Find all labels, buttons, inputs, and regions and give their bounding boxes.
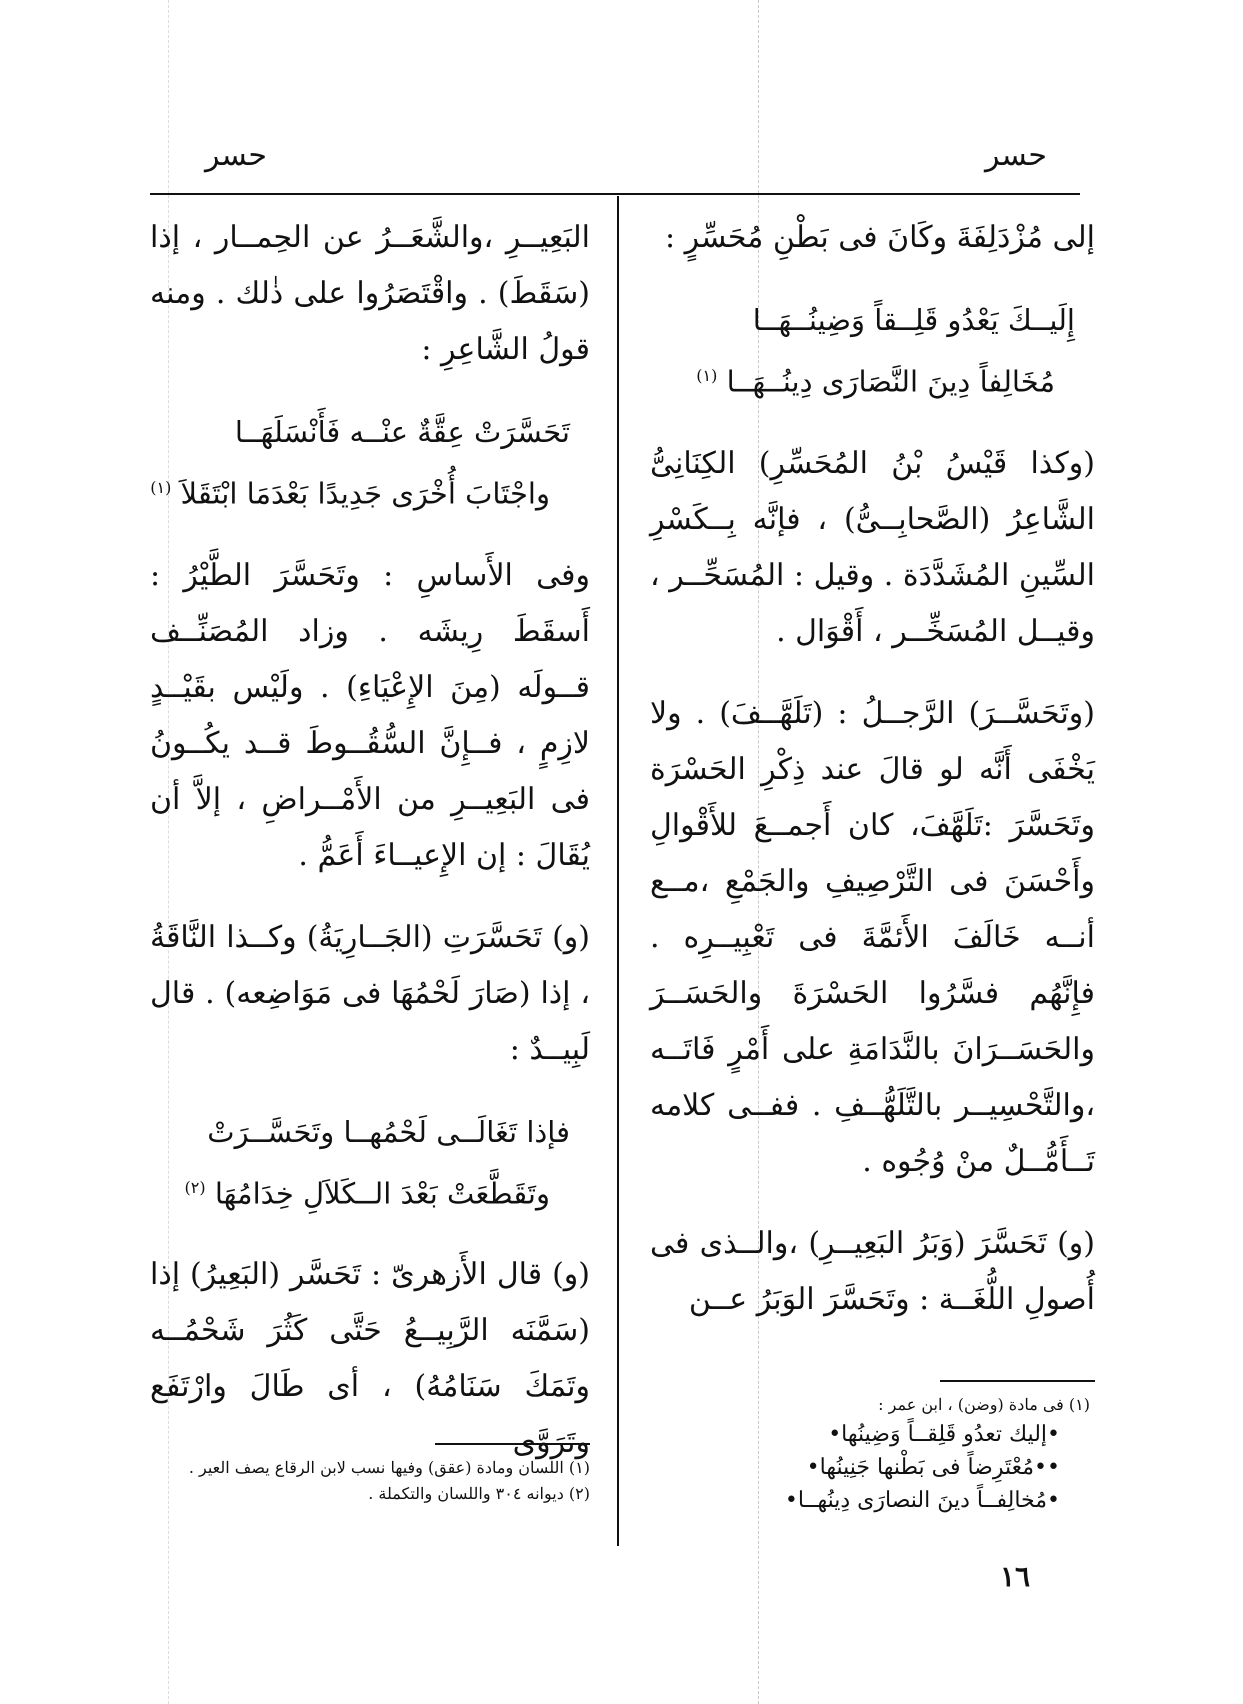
verse-line: تَحَسَّرَتْ عِقَّةٌ عنْــه فَأَنْسَلَهَــا: [234, 415, 570, 449]
header-rule: [150, 193, 1080, 195]
paragraph: (وكذا قَيْسُ بْنُ المُحَسِّرِ) الكِنَانِىُّ الشَّاعِرُ (الصَّحابِــىُّ) ، فإنَّه بِــكَسْرِ السِّينِ المُشَدَّدَة . وقيل : المُسَحِّــر ، وقيــل المُسَخِّــر ، أَقْوَال .: [650, 445, 1095, 649]
paragraph: (و) تَحَسَّرَتِ (الجَــارِيَةُ) وكــذا النَّاقَةُ ، إذا (صَارَ لَحْمُهَا فى مَوَاضِعه) . قال لَبِيــدٌ :: [150, 919, 590, 1067]
paragraph: (و) تَحَسَّرَ (وَبَرُ البَعِيــرِ) ،والــذى فى أُصولِ اللُّغَــة : وتَحَسَّرَ الوَبَرُ عــن: [650, 1225, 1095, 1317]
header-word-right: حسر: [985, 138, 1047, 173]
paragraph: وفى الأَساسِ : وتَحَسَّرَ الطَّيْرُ : أَسقَطَ رِيشَه . وزاد المُصَنِّــف قــولَه (مِنَ الإِعْيَاءِ) . ولَيْس بقَيْــدٍ لازِمٍ ، فــإِنَّ السُّقُــوطَ قــد يكُــونُ فى البَعِيــرِ من الأَمْــراضِ ، إلاَّ أن يُقَالَ : إن الإِعيــاءَ أَعَمُّ .: [150, 557, 590, 873]
paragraph: إلى مُزْدَلِفَةَ وكَانَ فى بَطْنِ مُحَسِّرٍ :: [664, 220, 1095, 255]
verse-line: فإذا تَغَالَــى لَحْمُهــا وتَحَسَّــرَتْ: [207, 1114, 570, 1149]
verse: [150, 404, 590, 522]
verse-line: واجْتَابَ أُخْرَى جَدِيدًا بَعْدَمَا ابْتَقَلاَ $^{(١)}$: [150, 476, 550, 511]
footnote-rule: [940, 1380, 1095, 1382]
footnote-rule: [435, 1443, 590, 1445]
left-footnotes: [150, 1455, 590, 1507]
verse-line: مُخَالِفاً دِينَ النَّصَارَى دِينُــهَــا $^{(١)}$: [696, 364, 1055, 399]
footnote-verse-line: •مُخالِفــاً دينَ النصارَى دِينُهــا•: [784, 1488, 1060, 1513]
verse-line: إِلَيــكَ يَعْدُو قَلِــقاً وَضِينُــهَــا: [752, 303, 1075, 337]
footnote: (٢) ديوانه ٣٠٤ واللسان والتكملة .: [368, 1484, 590, 1503]
verse-line: وتَقَطَّعَتْ بَعْدَ الــكَلاَلِ خِدَامُهَا $^{(٢)}$: [184, 1176, 550, 1211]
paragraph: البَعِيــرِ ،والشَّعَــرُ عن الحِمــار ، إذا (سَقَطَ) . واقْتَصَرُوا على ذٰلك . ومنه قولُ الشَّاعِرِ :: [150, 220, 590, 367]
footnote-verse-line: •إليك تعدُو قَلِقــاً وَضِينُها•: [828, 1422, 1060, 1447]
footnote: (١) اللسان ومادة (عقق) وفيها نسب لابن الرقاع يصف العير .: [188, 1458, 590, 1477]
header-word-left: حسر: [205, 138, 267, 173]
footnote-source: (١) فى مادة (وضن) ، ابن عمر :: [878, 1395, 1090, 1414]
verse: [650, 292, 1095, 410]
right-footnotes: [650, 1392, 1090, 1517]
paragraph: (وتَحَسَّــرَ) الرَّجــلُ : (تَلَهَّــفَ) . ولا يَخْفَى أَنَّه لو قالَ عند ذِكْرِ الحَسْرَة وتَحَسَّرَ :تَلَهَّفَ، كان أَجمــعَ للأَقْوالِ وأَحْسَنَ فى التَّرْصِيفِ والجَمْعِ ،مــع أنــه خَالَفَ الأَئمَّةَ فى تَعْبِيــرِه . فإِنَّهُم فسَّرُوا الحَسْرَةَ والحَسَــرَ والحَسَــرَانَ بالنَّدَامَةِ على أَمْرٍ فَاتَــه ،والتَّحْسِيــر بالتَّلَهُّــفِ . ففــى كلامه تَــأَمُّــلٌ منْ وُجُوه .: [650, 695, 1095, 1179]
footnote-ref: (١): [696, 366, 718, 385]
page-number: ١٦: [1000, 1560, 1031, 1593]
footnote-ref: (١): [150, 478, 172, 497]
footnote-verse-line: ••مُعْتَرِضاً فى بَطْنها جَنِينُها•: [806, 1455, 1060, 1480]
footnote-ref: (٢): [184, 1177, 206, 1197]
left-column: [150, 210, 590, 1497]
column-divider: [617, 196, 619, 1546]
right-column: [650, 210, 1095, 1354]
paragraph: (و) قال الأَزهرىّ : تَحَسَّر (البَعِيرُ) إذا (سَمَّنَه الرَّبِيــعُ حَتَّى كَثُرَ شَحْمُــه وتَمَكَ سَنَامُهُ) ، أى طَالَ وارْتَفَع وتَرَوَّى: [150, 1257, 590, 1461]
verse: [150, 1104, 590, 1222]
